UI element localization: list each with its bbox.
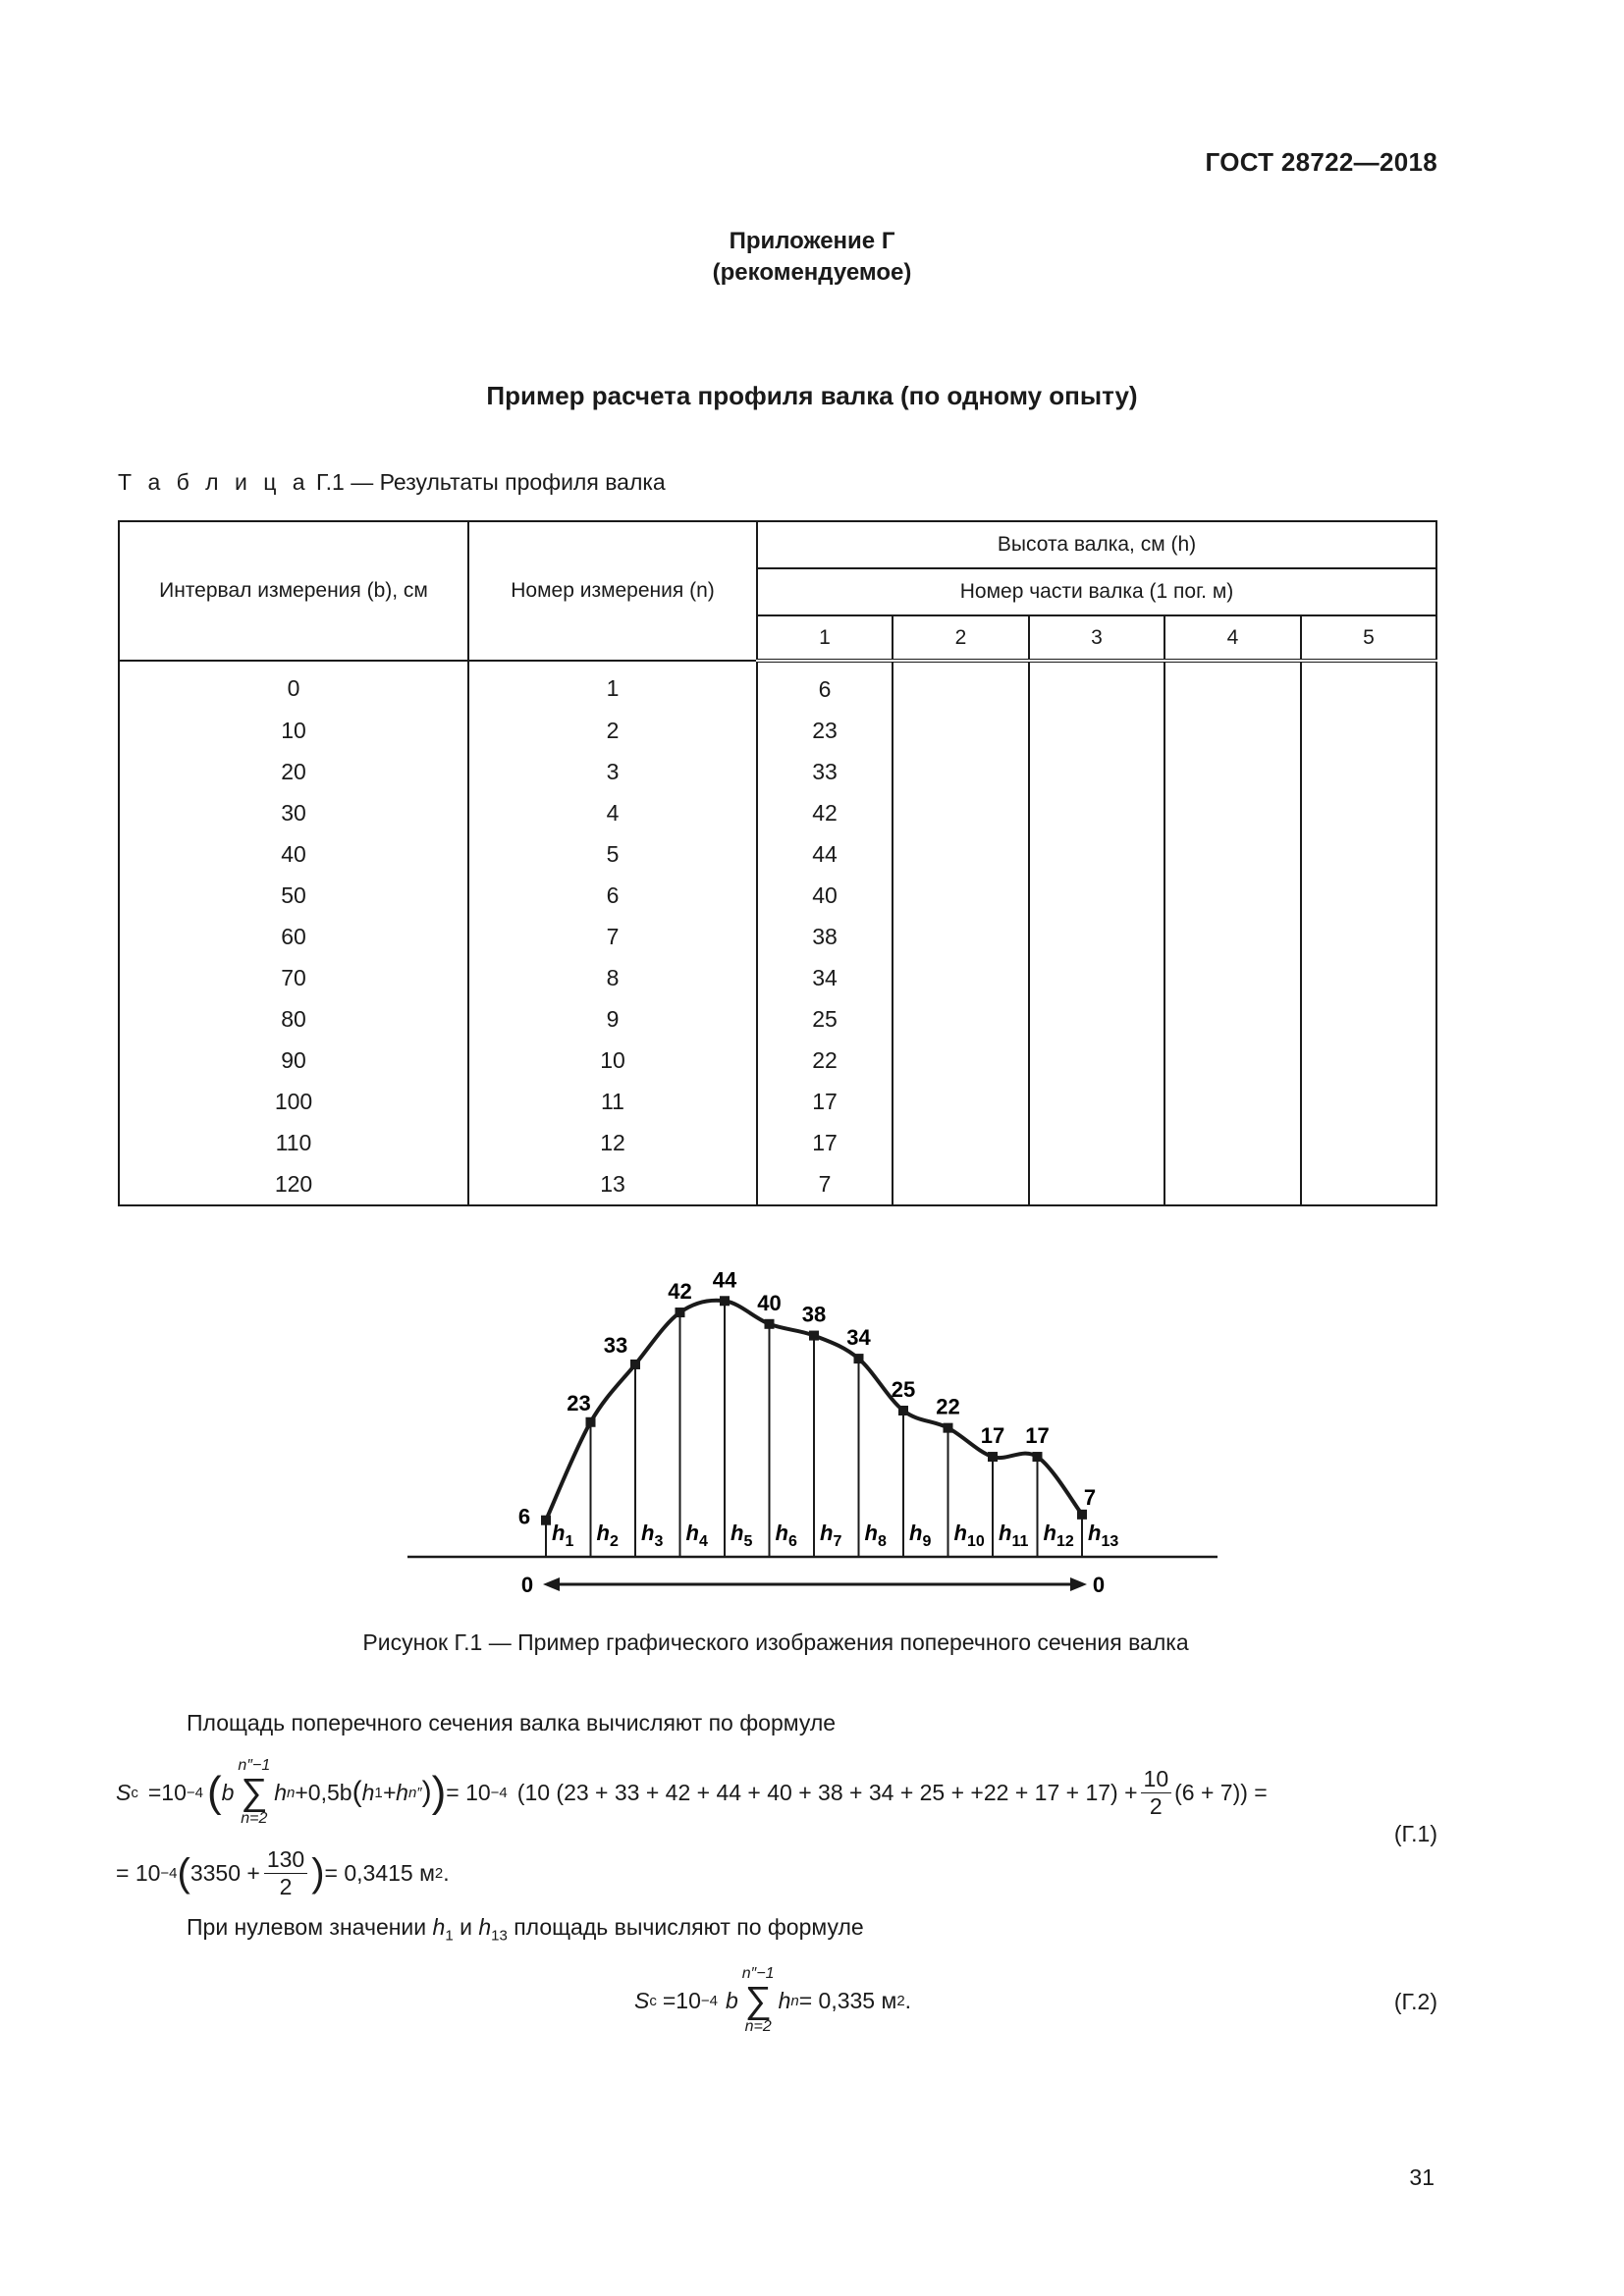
table-cell bbox=[1164, 710, 1301, 751]
formula-exponent: −4 bbox=[186, 1784, 203, 1801]
table-cell: 3 bbox=[468, 751, 757, 792]
formula-text: 3350 + bbox=[189, 1859, 260, 1886]
formula-text: (6 + 7)) = bbox=[1174, 1779, 1268, 1805]
table-cell: 4 bbox=[468, 792, 757, 833]
height-point-9 bbox=[898, 1406, 908, 1415]
formula-exponent: 2 bbox=[896, 1992, 905, 2009]
appendix-type: (рекомендуемое) bbox=[712, 259, 912, 286]
formula-subscript: 1 bbox=[374, 1784, 383, 1801]
value-label-13: 7 bbox=[1083, 1484, 1097, 1510]
table-cell: 2 bbox=[468, 710, 757, 751]
header-part: Номер части валка (1 пог. м) bbox=[757, 568, 1436, 615]
table-cell bbox=[1029, 833, 1164, 875]
table-cell bbox=[1029, 1040, 1164, 1081]
table-cell: 30 bbox=[119, 792, 468, 833]
table-cell bbox=[1301, 875, 1436, 916]
table-cell bbox=[1029, 1081, 1164, 1122]
value-label-8: 34 bbox=[846, 1325, 871, 1351]
formula-text: = 10 bbox=[446, 1779, 491, 1805]
h-label-8: $h_8$ bbox=[864, 1521, 887, 1550]
table-row bbox=[119, 792, 1436, 833]
h-label-6: $h_6$ bbox=[775, 1521, 797, 1550]
h-label-13: $h_{13}$ bbox=[1088, 1521, 1119, 1550]
header-part-4: 4 bbox=[1164, 615, 1301, 661]
table-cell bbox=[893, 1081, 1029, 1122]
sum-upper-limit: n″−1 bbox=[238, 1757, 271, 1774]
formula-subscript: 13 bbox=[491, 1927, 508, 1945]
formula-result: = 0,335 м bbox=[798, 1987, 897, 2013]
table-row bbox=[119, 998, 1436, 1040]
table-cell: 17 bbox=[757, 1081, 893, 1122]
table-cell bbox=[1029, 957, 1164, 998]
table-row bbox=[119, 751, 1436, 792]
page-number: 31 bbox=[1409, 2164, 1435, 2190]
table-cell bbox=[1164, 661, 1301, 710]
formula-subscript: c bbox=[131, 1784, 138, 1801]
value-label-11: 17 bbox=[980, 1423, 1005, 1449]
table-cell: 10 bbox=[119, 710, 468, 751]
table-cell: 13 bbox=[468, 1163, 757, 1205]
table-cell: 38 bbox=[757, 916, 893, 957]
height-point-10 bbox=[944, 1423, 953, 1433]
formula-1-line-1: S c =10 −4 ( b n″−1 ∑ n=2 h n +0,5b ( h 1 +h n″ ) ) = 10 −4 (10 (23 + 33 + 42 + 44 + 40 + 38 + 34 + 25 + +22 + 17 + 17) + $\frac{10}{2}$ (6 + 7)) = bbox=[116, 1757, 1268, 1827]
h-label-11: $h_{11}$ bbox=[999, 1521, 1029, 1550]
standard-number: ГОСТ 28722—2018 bbox=[1205, 147, 1437, 177]
table-row bbox=[119, 1163, 1436, 1205]
table-row bbox=[119, 833, 1436, 875]
value-label-2: 23 bbox=[567, 1390, 591, 1415]
table-cell bbox=[893, 751, 1029, 792]
paragraph-text: площадь вычисляют по формуле bbox=[514, 1914, 864, 1940]
height-point-5 bbox=[720, 1296, 730, 1306]
table-caption-prefix: Т а б л и ц а bbox=[118, 469, 310, 495]
table-cell bbox=[1301, 998, 1436, 1040]
table-cell: 80 bbox=[119, 998, 468, 1040]
h-label-7: $h_7$ bbox=[820, 1521, 842, 1550]
table-cell bbox=[893, 661, 1029, 710]
table-cell: 10 bbox=[468, 1040, 757, 1081]
header-part-2: 2 bbox=[893, 615, 1029, 661]
height-point-7 bbox=[809, 1331, 819, 1341]
value-label-12: 17 bbox=[1025, 1423, 1050, 1449]
paragraph-zero-case bbox=[187, 1914, 864, 1945]
table-cell bbox=[1164, 875, 1301, 916]
table-cell: 7 bbox=[757, 1163, 893, 1205]
table-cell bbox=[1029, 998, 1164, 1040]
table-cell: 100 bbox=[119, 1081, 468, 1122]
header-number: Номер измерения (n) bbox=[468, 521, 757, 661]
formula-text: . bbox=[904, 1987, 912, 2013]
header-part-3: 3 bbox=[1029, 615, 1164, 661]
formula-series: (10 (23 + 33 + 42 + 44 + 40 + 38 + 34 + 25 + +22 + 17 + 17) + bbox=[516, 1779, 1138, 1805]
table-cell bbox=[1301, 751, 1436, 792]
h-label-1: $h_1$ bbox=[552, 1521, 574, 1550]
table-cell: 120 bbox=[119, 1163, 468, 1205]
table-cell bbox=[893, 875, 1029, 916]
table-row bbox=[119, 916, 1436, 957]
formula-symbol: h bbox=[778, 1987, 791, 2013]
table-cell bbox=[1164, 998, 1301, 1040]
h-label-9: $h_9$ bbox=[909, 1521, 932, 1550]
table-cell: 33 bbox=[757, 751, 893, 792]
value-label-6: 40 bbox=[757, 1290, 782, 1315]
height-point-11 bbox=[988, 1452, 998, 1462]
table-cell: 110 bbox=[119, 1122, 468, 1163]
results-table bbox=[118, 520, 1437, 1206]
roll-profile-figure bbox=[0, 1217, 1624, 1629]
table-cell bbox=[1301, 1081, 1436, 1122]
table-cell: 50 bbox=[119, 875, 468, 916]
table-cell bbox=[1029, 875, 1164, 916]
header-part-1: 1 bbox=[757, 615, 893, 661]
table-cell bbox=[1301, 916, 1436, 957]
formula-fraction bbox=[264, 1846, 307, 1900]
table-cell: 42 bbox=[757, 792, 893, 833]
arrow-left-head bbox=[543, 1577, 560, 1591]
table-cell bbox=[1164, 957, 1301, 998]
table-cell bbox=[1029, 792, 1164, 833]
table-cell bbox=[893, 1122, 1029, 1163]
table-cell: 6 bbox=[468, 875, 757, 916]
table-cell bbox=[893, 957, 1029, 998]
height-point-8 bbox=[854, 1354, 864, 1363]
formula-fraction bbox=[1141, 1766, 1172, 1820]
formula-subscript: c bbox=[649, 1992, 657, 2009]
table-cell bbox=[893, 998, 1029, 1040]
table-row bbox=[119, 661, 1436, 710]
formula-symbol: h bbox=[432, 1914, 446, 1940]
table-cell bbox=[1164, 751, 1301, 792]
sum-symbol: n″−1 ∑ n=2 bbox=[741, 1965, 775, 2035]
value-label-9: 25 bbox=[891, 1377, 916, 1402]
table-cell: 23 bbox=[757, 710, 893, 751]
table-cell: 34 bbox=[757, 957, 893, 998]
formula-text: = 10 bbox=[116, 1859, 161, 1886]
formula-exponent: −4 bbox=[700, 1992, 718, 2009]
appendix-name: Приложение Г bbox=[729, 228, 895, 254]
table-cell bbox=[1029, 751, 1164, 792]
value-label-10: 22 bbox=[936, 1394, 960, 1419]
paragraph-text: и bbox=[460, 1914, 472, 1940]
fraction-numerator: 10 bbox=[1141, 1766, 1172, 1793]
table-cell bbox=[1301, 1163, 1436, 1205]
height-point-6 bbox=[765, 1319, 775, 1329]
table-cell bbox=[1029, 661, 1164, 710]
formula-text: =10 bbox=[147, 1779, 187, 1805]
table-cell bbox=[1301, 833, 1436, 875]
table-caption bbox=[118, 469, 666, 496]
height-point-2 bbox=[586, 1417, 596, 1427]
table-row bbox=[119, 710, 1436, 751]
table-cell: 11 bbox=[468, 1081, 757, 1122]
table-cell: 60 bbox=[119, 916, 468, 957]
height-point-3 bbox=[630, 1360, 640, 1369]
table-cell bbox=[1164, 1040, 1301, 1081]
table-cell bbox=[1164, 1122, 1301, 1163]
table-cell: 1 bbox=[468, 661, 757, 710]
sum-upper-limit: n″−1 bbox=[741, 1965, 775, 1982]
formula-symbol: b bbox=[221, 1779, 235, 1805]
h-label-12: $h_{12}$ bbox=[1043, 1521, 1074, 1550]
table-cell bbox=[1301, 661, 1436, 710]
formula-symbol: S bbox=[634, 1987, 650, 2013]
table-cell: 40 bbox=[757, 875, 893, 916]
table-cell bbox=[1164, 1163, 1301, 1205]
right-zero-label: 0 bbox=[1092, 1573, 1106, 1597]
table-cell bbox=[1029, 916, 1164, 957]
table-row bbox=[119, 957, 1436, 998]
table-cell bbox=[1301, 1122, 1436, 1163]
h-label-2: $h_2$ bbox=[596, 1521, 619, 1550]
table-cell: 9 bbox=[468, 998, 757, 1040]
table-cell bbox=[1029, 1122, 1164, 1163]
formula-symbol: S bbox=[116, 1779, 132, 1805]
table-cell: 12 bbox=[468, 1122, 757, 1163]
table-cell bbox=[1301, 957, 1436, 998]
paragraph-formula-intro: Площадь поперечного сечения валка вычисляют по формуле bbox=[187, 1710, 837, 1735]
fraction-numerator: 130 bbox=[264, 1846, 307, 1874]
formula-symbol: h bbox=[478, 1914, 492, 1940]
fraction-denominator: 2 bbox=[1149, 1792, 1163, 1819]
header-part-5: 5 bbox=[1301, 615, 1436, 661]
figure-caption: Рисунок Г.1 — Пример графического изображения поперечного сечения валка bbox=[362, 1629, 1189, 1655]
height-point-12 bbox=[1033, 1452, 1043, 1462]
formula-subscript: 1 bbox=[445, 1927, 454, 1945]
value-label-5: 44 bbox=[712, 1267, 737, 1293]
equation-number-1: (Г.1) bbox=[1393, 1821, 1437, 1846]
table-cell: 0 bbox=[119, 661, 468, 710]
table-cell bbox=[1029, 1163, 1164, 1205]
h-label-10: $h_{10}$ bbox=[953, 1521, 985, 1550]
value-label-7: 38 bbox=[801, 1302, 827, 1327]
table-cell: 8 bbox=[468, 957, 757, 998]
table-cell: 20 bbox=[119, 751, 468, 792]
table-cell: 40 bbox=[119, 833, 468, 875]
sum-symbol: n″−1 ∑ n=2 bbox=[238, 1757, 271, 1827]
table-cell bbox=[1164, 1081, 1301, 1122]
table-row bbox=[119, 1040, 1436, 1081]
sum-lower-limit: n=2 bbox=[744, 2018, 772, 2035]
table-cell bbox=[1164, 792, 1301, 833]
formula-exponent: −4 bbox=[160, 1864, 178, 1882]
formula-2 bbox=[634, 1953, 911, 2048]
table-row bbox=[119, 1122, 1436, 1163]
formula-1-line-2: = 10 −4 ( 3350 + $\frac{130}{2}$ ) = 0,3415 м 2 . bbox=[116, 1845, 450, 1899]
table-cell bbox=[893, 1163, 1029, 1205]
table-row bbox=[119, 1081, 1436, 1122]
value-label-1: 6 bbox=[517, 1504, 531, 1529]
table-cell: 7 bbox=[468, 916, 757, 957]
formula-result: = 0,3415 м bbox=[324, 1859, 435, 1886]
formula-text: . bbox=[443, 1859, 450, 1886]
formula-symbol: +h bbox=[382, 1779, 408, 1805]
table-cell: 17 bbox=[757, 1122, 893, 1163]
table-cell: 25 bbox=[757, 998, 893, 1040]
table-cell bbox=[893, 792, 1029, 833]
table-cell bbox=[893, 710, 1029, 751]
table-cell: 22 bbox=[757, 1040, 893, 1081]
formula-subscript: n″ bbox=[407, 1784, 422, 1801]
header-height: Высота валка, см (h) bbox=[757, 521, 1436, 568]
table-cell: 5 bbox=[468, 833, 757, 875]
table-cell: 44 bbox=[757, 833, 893, 875]
value-label-4: 42 bbox=[668, 1279, 692, 1305]
height-point-1 bbox=[541, 1516, 551, 1525]
paragraph-text: При нулевом значении bbox=[187, 1914, 427, 1940]
table-cell bbox=[1164, 916, 1301, 957]
h-label-3: $h_3$ bbox=[641, 1521, 664, 1550]
page-title: Пример расчета профиля валка (по одному опыту) bbox=[486, 381, 1138, 410]
table-cell: 70 bbox=[119, 957, 468, 998]
formula-text: +0,5b bbox=[295, 1779, 352, 1805]
table-caption-text: Г.1 — Результаты профиля валка bbox=[315, 469, 666, 495]
table-cell bbox=[1301, 710, 1436, 751]
h-label-5: $h_5$ bbox=[731, 1521, 753, 1550]
formula-subscript: n bbox=[790, 1992, 799, 2009]
table-cell bbox=[893, 833, 1029, 875]
formula-symbol: h bbox=[274, 1779, 288, 1805]
arrow-right-head bbox=[1070, 1577, 1087, 1591]
table-cell: 90 bbox=[119, 1040, 468, 1081]
height-point-13 bbox=[1077, 1510, 1087, 1520]
table-cell bbox=[1301, 1040, 1436, 1081]
table-cell bbox=[893, 916, 1029, 957]
left-zero-label: 0 bbox=[520, 1573, 534, 1597]
equation-number-2: (Г.2) bbox=[1393, 1989, 1437, 2014]
formula-symbol: b bbox=[725, 1987, 738, 2013]
table-cell: 6 bbox=[757, 661, 893, 710]
table-cell bbox=[1164, 833, 1301, 875]
formula-exponent: 2 bbox=[434, 1864, 444, 1882]
value-label-3: 33 bbox=[603, 1332, 628, 1358]
header-interval: Интервал измерения (b), см bbox=[119, 521, 468, 661]
formula-symbol: h bbox=[361, 1779, 375, 1805]
table-cell bbox=[893, 1040, 1029, 1081]
formula-text: =10 bbox=[662, 1987, 701, 2013]
height-point-4 bbox=[676, 1308, 685, 1317]
table-cell bbox=[1029, 710, 1164, 751]
table-cell bbox=[1301, 792, 1436, 833]
h-label-4: $h_4$ bbox=[685, 1521, 708, 1550]
formula-exponent: −4 bbox=[490, 1784, 508, 1801]
fraction-denominator: 2 bbox=[279, 1873, 293, 1899]
table-row bbox=[119, 875, 1436, 916]
sum-lower-limit: n=2 bbox=[241, 1810, 268, 1827]
formula-subscript: n bbox=[287, 1784, 296, 1801]
